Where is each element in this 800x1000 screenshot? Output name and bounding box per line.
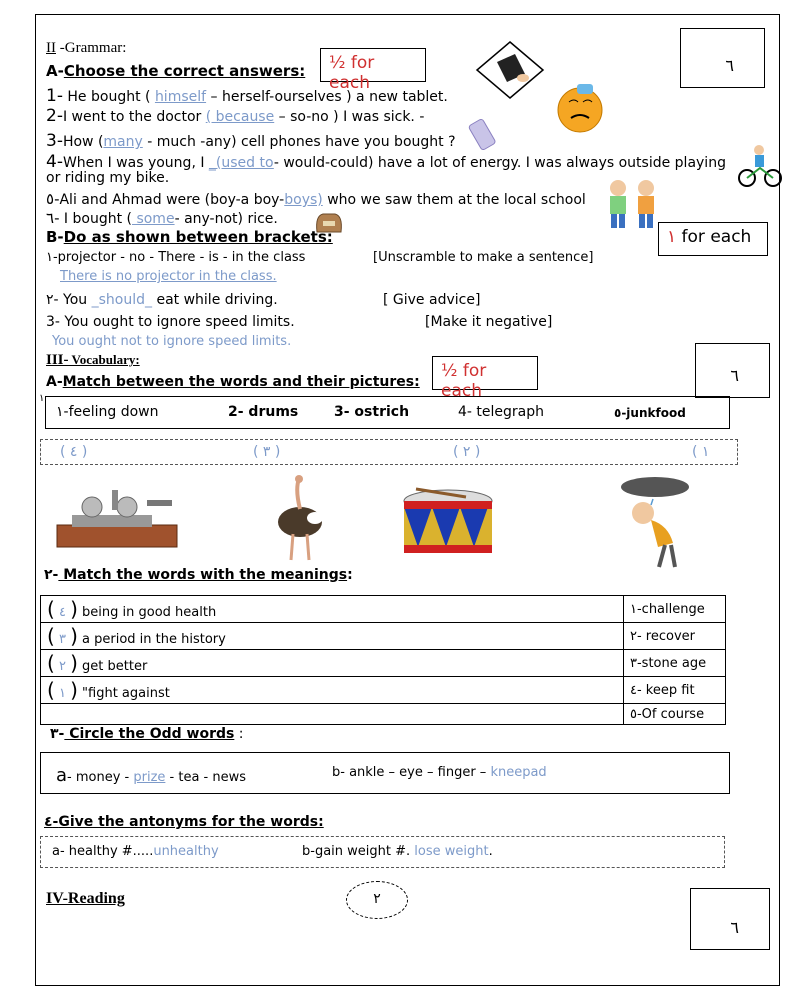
sad-man-image (613, 475, 703, 570)
reading-title: IV-Reading (46, 890, 125, 907)
grammar-item-2: 2-I went to the doctor ( because – so-no ) I was sick. - (46, 106, 425, 126)
grammar-item-4: 4-When I was young, I _(used to- would-could) have a lot of energy. I was always outside playing (46, 152, 726, 172)
table-row (41, 677, 726, 704)
vocab-section-title: III- Vocabulary: (46, 352, 140, 368)
word-bank-1: ١-feeling down (56, 404, 159, 420)
grammar-b-item-1-answer: There is no projector in the class. (60, 269, 277, 284)
one-mark-box: ١ for each (658, 222, 768, 256)
picture-answer-3: ( ٢ ) (453, 444, 481, 460)
score-value: ٦ (725, 56, 734, 75)
word-cell: ٢- recover (624, 623, 726, 650)
antonym-a: a- healthy #.....unhealthy (52, 844, 219, 859)
meaning-cell: ( ٣ ) a period in the history (41, 623, 624, 650)
antonyms-title: ٤-Give the antonyms for the words: (44, 814, 324, 830)
table-row (41, 596, 726, 623)
word-bank-5: ٥-junkfood (614, 406, 686, 420)
meaning-cell: ( ٢ ) get better (41, 650, 624, 677)
side-number: ١ (39, 393, 45, 404)
grammar-item-5: ٥-Ali and Ahmad were (boy-a boy-boys) who we saw them at the local school (46, 190, 586, 208)
vocab-part-a-title: A-Match between the words and their pictures: (46, 374, 420, 390)
picture-answer-4: ( ١ (692, 444, 710, 460)
bike-image (735, 140, 785, 190)
score-box-grammar (680, 28, 765, 88)
meaning-cell: ( ١ ) "fight against (41, 677, 624, 704)
match-meanings-title: ٢- Match the words with the meanings: (44, 567, 353, 583)
meaning-cell: ( ٤ ) being in good health (41, 596, 624, 623)
score-box-vocab: ٦ (695, 343, 770, 398)
odd-words-a: a- money - prize - tea - news (56, 765, 247, 786)
grammar-b-item-3-instr: [Make it negative] (425, 314, 553, 330)
telegraph-image (52, 485, 182, 555)
picture-answer-1: ( ٤ ) (60, 444, 88, 460)
grammar-item-6: ٦- I bought ( some- any-not) rice. (46, 209, 278, 227)
word-cell: ٤- keep fit (624, 677, 726, 704)
table-row (41, 623, 726, 650)
half-mark-box-vocab: ½ for each (432, 356, 538, 390)
grammar-b-item-3: 3- You ought to ignore speed limits. (46, 314, 295, 330)
word-bank-4: 4- telegraph (458, 404, 544, 420)
score-box-reading: ٦ (690, 888, 770, 950)
word-cell: ٥-Of course (624, 704, 726, 725)
tablet-image (475, 40, 545, 100)
phone-image (468, 118, 498, 150)
word-cell: ١-challenge (624, 596, 726, 623)
sick-face-image (553, 82, 608, 137)
word-cell: ٣-stone age (624, 650, 726, 677)
ostrich-image (265, 474, 335, 564)
drum-image (396, 487, 501, 563)
grammar-b-item-1: ١-projector - no - There - is - in the class (46, 250, 306, 265)
word-bank-2: 2- drums (228, 404, 299, 420)
grammar-b-item-2: ٢- You _should_ eat while driving. (46, 292, 278, 308)
table-row (41, 704, 726, 725)
antonym-b: b-gain weight #. lose weight. (302, 844, 493, 859)
meanings-table (40, 595, 726, 725)
grammar-b-item-2-instr: [ Give advice] (383, 292, 481, 308)
page-number-oval: ٢ (346, 881, 408, 919)
grammar-item-3: 3-How (many - much -any) cell phones have you bought ? (46, 131, 456, 151)
grammar-b-item-3-answer: You ought not to ignore speed limits. (52, 334, 292, 349)
word-bank-3: 3- ostrich (334, 404, 410, 420)
table-row (41, 650, 726, 677)
odd-words-b: b- ankle – eye – finger – kneepad (332, 765, 547, 780)
grammar-part-a-title: A-Choose the correct answers: (46, 62, 306, 80)
grammar-section-title: II -Grammar: (46, 40, 127, 56)
odd-words-title: ٣- Circle the Odd words : (50, 726, 244, 742)
grammar-item-1: 1- He bought ( himself – herself-ourselves ) a new tablet. (46, 86, 448, 106)
grammar-b-item-1-instr: [Unscramble to make a sentence] (373, 250, 594, 265)
half-mark-box: ½ for each (320, 48, 426, 82)
meaning-cell (41, 704, 624, 725)
grammar-item-4-cont: or riding my bike. (46, 170, 170, 186)
grammar-part-b-title: B-Do as shown between brackets: (46, 228, 333, 246)
picture-answer-2: ( ٣ ) (253, 444, 281, 460)
picture-answers-box (40, 439, 738, 465)
